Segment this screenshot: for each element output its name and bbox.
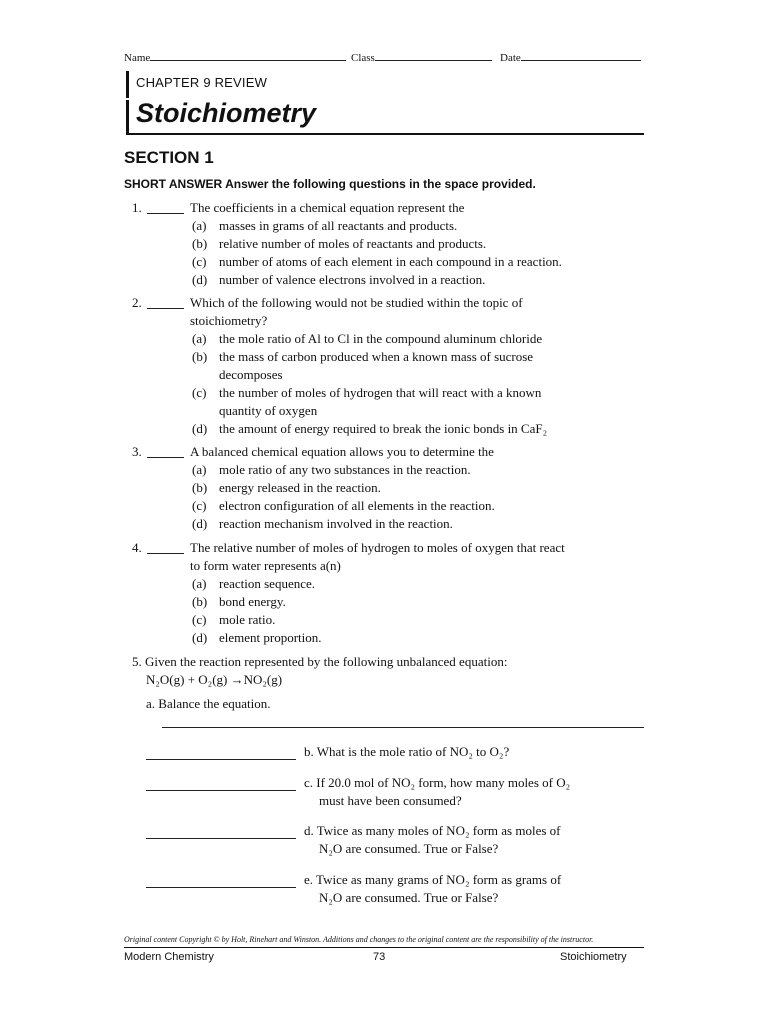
question-number: 3. bbox=[132, 444, 142, 459]
copyright-note: Original content Copyright © by Holt, Rinehart and Winston. Additions and changes to the original content are the responsibility of the instructor. bbox=[124, 935, 594, 944]
option-text: energy released in the reaction. bbox=[219, 480, 381, 495]
footer-book-title: Modern Chemistry bbox=[124, 951, 214, 963]
title-accent-bar bbox=[126, 100, 129, 133]
question-number: 2. bbox=[132, 295, 142, 310]
question-answer-blank[interactable] bbox=[147, 308, 184, 309]
option-letter: (b) bbox=[192, 594, 208, 609]
question-answer-blank[interactable] bbox=[147, 553, 184, 554]
question-stem: A balanced chemical equation allows you to determine the bbox=[190, 444, 494, 459]
option-letter: (b) bbox=[192, 480, 208, 495]
question-stem: Which of the following would not be studied within the topic of bbox=[190, 295, 523, 310]
chapter-label: CHAPTER 9 REVIEW bbox=[136, 75, 268, 90]
date-field[interactable] bbox=[500, 50, 641, 64]
q5-part-text: c. If 20.0 mol of NO₂ form, how many moles of O₂ bbox=[304, 775, 571, 790]
option-letter: (b) bbox=[192, 349, 208, 364]
section-heading: SECTION 1 bbox=[124, 148, 214, 167]
question-stem: The relative number of moles of hydrogen to moles of oxygen that react bbox=[190, 540, 565, 555]
question-answer-blank[interactable] bbox=[147, 213, 184, 214]
option-text: relative number of moles of reactants and products. bbox=[219, 236, 487, 251]
option-text: the mole ratio of Al to Cl in the compound aluminum chloride bbox=[219, 331, 543, 346]
option-text: the amount of energy required to break the ionic bonds in CaF₂ bbox=[219, 421, 548, 436]
q5-part-text: N₂O are consumed. True or False? bbox=[319, 890, 499, 905]
option-letter: (d) bbox=[192, 516, 208, 531]
date-blank[interactable] bbox=[521, 50, 641, 61]
option-text: the number of moles of hydrogen that will react with a known bbox=[219, 385, 542, 400]
q5-part-text: must have been consumed? bbox=[319, 793, 462, 808]
name-label: Name bbox=[124, 52, 151, 64]
option-letter: (a) bbox=[192, 462, 207, 477]
option-letter: (b) bbox=[192, 236, 208, 251]
option-text: reaction mechanism involved in the reaction. bbox=[219, 516, 453, 531]
option-letter: (a) bbox=[192, 331, 207, 346]
option-letter: (c) bbox=[192, 385, 207, 400]
footer-divider bbox=[124, 947, 644, 948]
option-text: quantity of oxygen bbox=[219, 403, 318, 418]
footer-chapter-title: Stoichiometry bbox=[560, 951, 627, 963]
option-text: number of atoms of each element in each compound in a reaction. bbox=[219, 254, 562, 269]
question-number: 1. bbox=[132, 200, 142, 215]
q5-intro: 5. Given the reaction represented by the following unbalanced equation: bbox=[132, 654, 508, 669]
option-letter: (d) bbox=[192, 272, 208, 287]
question-number: 4. bbox=[132, 540, 142, 555]
name-blank[interactable] bbox=[150, 50, 346, 61]
title-divider bbox=[126, 133, 644, 135]
option-text: bond energy. bbox=[219, 594, 286, 609]
option-text: the mass of carbon produced when a known mass of sucrose bbox=[219, 349, 534, 364]
q5-answer-blank[interactable] bbox=[146, 759, 296, 760]
class-blank[interactable] bbox=[375, 50, 492, 61]
option-text: mole ratio. bbox=[219, 612, 276, 627]
q5-equation: N₂O(g) + O₂(g) →NO₂(g) bbox=[146, 672, 283, 687]
q5-part-a: a. Balance the equation. bbox=[146, 696, 271, 711]
page-title: Stoichiometry bbox=[136, 98, 317, 128]
option-letter: (d) bbox=[192, 421, 208, 436]
question-stem: to form water represents a(n) bbox=[190, 558, 341, 573]
option-text: reaction sequence. bbox=[219, 576, 316, 591]
option-letter: (d) bbox=[192, 630, 208, 645]
option-letter: (a) bbox=[192, 576, 207, 591]
name-field[interactable] bbox=[124, 50, 346, 64]
option-letter: (c) bbox=[192, 254, 207, 269]
page-number: 73 bbox=[373, 951, 386, 963]
option-text: masses in grams of all reactants and products. bbox=[219, 218, 458, 233]
question-stem: stoichiometry? bbox=[190, 313, 268, 328]
option-text: electron configuration of all elements in the reaction. bbox=[219, 498, 495, 513]
q5-answer-blank[interactable] bbox=[146, 790, 296, 791]
section-instructions: SHORT ANSWER Answer the following questions in the space provided. bbox=[124, 177, 536, 191]
option-letter: (c) bbox=[192, 612, 207, 627]
q5-part-text: e. Twice as many grams of NO₂ form as grams of bbox=[304, 872, 562, 887]
question-answer-blank[interactable] bbox=[147, 457, 184, 458]
option-text: decomposes bbox=[219, 367, 283, 382]
q5-part-text: N₂O are consumed. True or False? bbox=[319, 841, 499, 856]
option-text: element proportion. bbox=[219, 630, 322, 645]
student-info-line bbox=[124, 50, 644, 66]
chapter-accent-bar bbox=[126, 71, 129, 98]
q5-part-text: b. What is the mole ratio of NO₂ to O₂? bbox=[304, 744, 510, 759]
date-label: Date bbox=[500, 52, 521, 64]
option-letter: (c) bbox=[192, 498, 207, 513]
q5-answer-blank[interactable] bbox=[146, 838, 296, 839]
question-stem: The coefficients in a chemical equation represent the bbox=[190, 200, 465, 215]
option-letter: (a) bbox=[192, 218, 207, 233]
q5-part-text: d. Twice as many moles of NO₂ form as moles of bbox=[304, 823, 561, 838]
q5-answer-blank[interactable] bbox=[146, 887, 296, 888]
class-field[interactable] bbox=[351, 50, 492, 64]
class-label: Class bbox=[351, 52, 375, 64]
option-text: mole ratio of any two substances in the reaction. bbox=[219, 462, 471, 477]
q5-part-a-answer-line[interactable] bbox=[162, 727, 644, 728]
option-text: number of valence electrons involved in a reaction. bbox=[219, 272, 486, 287]
